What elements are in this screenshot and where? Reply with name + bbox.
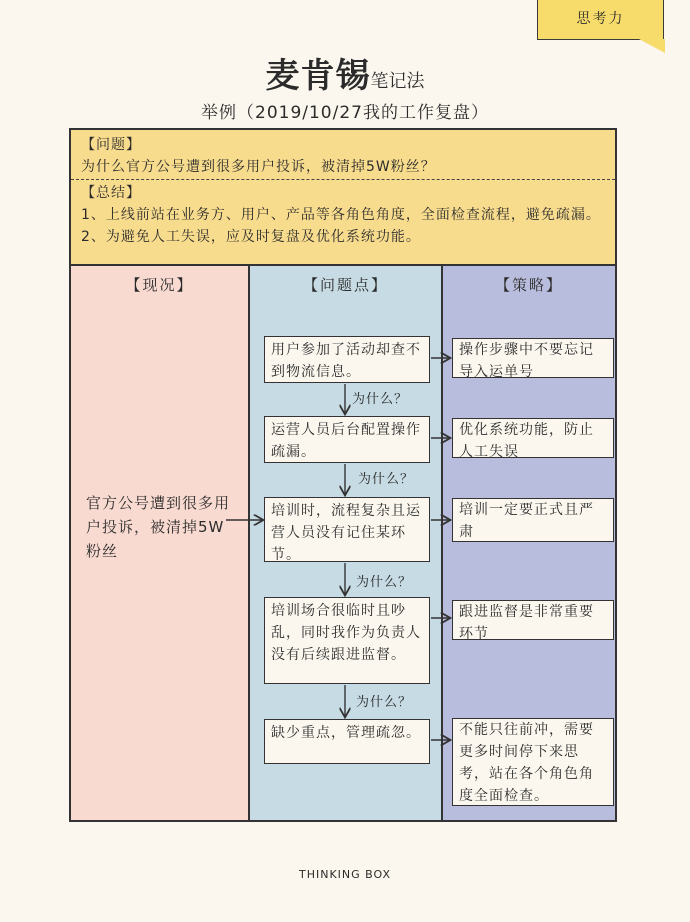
problem-summary-box <box>69 128 617 266</box>
page-subtitle: 举例（2019/10/27我的工作复盘） <box>201 103 489 123</box>
page-title <box>0 48 690 97</box>
summary-line-1: 1、上线前站在业务方、用户、产品等各角色角度，全面检查流程，避免疏漏。 <box>81 207 601 223</box>
summary-heading: 【总结】 <box>81 185 141 201</box>
why-label-2: 为什么？ <box>358 472 415 487</box>
status-text: 官方公号遭到很多用户投诉，被清掉5W粉丝 <box>86 494 231 560</box>
status-column-header: 【现况】 <box>125 276 194 294</box>
issue-box-4: 培训场合很临时且吵乱，同时我作为负责人没有后续跟进监督。 <box>264 597 430 684</box>
issue-box-3: 培训时，流程复杂且运营人员没有记住某环节。 <box>264 497 430 562</box>
issue-box-5: 缺少重点，管理疏忽。 <box>264 719 430 764</box>
problem-heading: 【问题】 <box>81 137 141 153</box>
strategy-box-2: 优化系统功能，防止人工失误 <box>452 418 614 458</box>
problem-section <box>81 134 607 178</box>
why-label-3: 为什么？ <box>356 575 413 590</box>
footer-brand: THINKING BOX <box>298 868 391 881</box>
why-label-1: 为什么？ <box>352 392 409 407</box>
summary-section <box>81 182 607 248</box>
strategy-box-3: 培训一定要正式且严肃 <box>452 498 614 542</box>
strategy-box-1: 操作步骤中不要忘记导入运单号 <box>452 338 614 378</box>
strategy-box-5: 不能只往前冲，需要更多时间停下来思考，站在各个角色角度全面检查。 <box>452 718 614 806</box>
why-label-4: 为什么？ <box>356 695 413 710</box>
strategy-box-4: 跟进监督是非常重要环节 <box>452 600 614 640</box>
issues-column-header: 【问题点】 <box>302 276 388 294</box>
tag-label: 思考力 <box>537 0 664 40</box>
dashed-divider <box>71 179 615 180</box>
strategy-column-header: 【策略】 <box>494 276 563 294</box>
summary-line-2: 2、为避免人工失误，应及时复盘及优化系统功能。 <box>81 229 421 245</box>
issue-box-2: 运营人员后台配置操作疏漏。 <box>264 416 430 463</box>
problem-text: 为什么官方公号遭到很多用户投诉，被清掉5W粉丝？ <box>81 159 436 175</box>
title-main: 麦肯锡 <box>265 56 371 96</box>
title-sub: 笔记法 <box>370 71 425 92</box>
issue-box-1: 用户参加了活动却查不到物流信息。 <box>264 336 430 383</box>
